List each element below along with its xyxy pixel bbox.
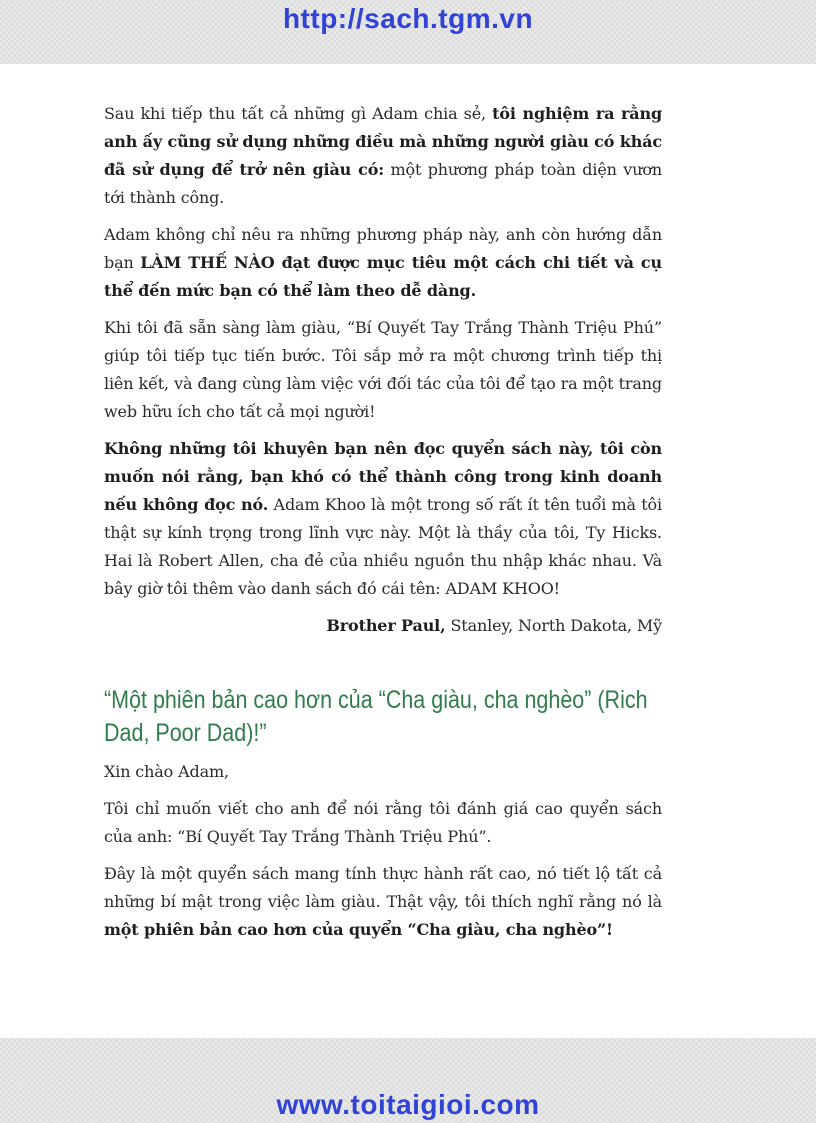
text-run: một phương pháp toàn diện vươn tới thành công. bbox=[104, 160, 662, 207]
text-run: Đây là một quyển sách mang tính thực hành rất cao, nó tiết lộ tất cả những bí mật trong việc làm giàu. Thật vậy, tôi thích nghĩ rằng nó là bbox=[104, 864, 662, 911]
bold-text-run: Không những tôi khuyên bạn nên đọc quyển sách này, tôi còn muốn nói rằng, bạn khó có thể thành công trong kinh doanh nếu không đọc nó. bbox=[104, 439, 662, 514]
page-content bbox=[104, 100, 662, 953]
author-location: Stanley, North Dakota, Mỹ bbox=[445, 616, 662, 635]
footer-band bbox=[0, 1038, 816, 1123]
bold-text-run: tôi nghiệm ra rằng anh ấy cũng sử dụng những điều mà những người giàu có khác đã sử dụng để trở nên giàu có: bbox=[104, 104, 662, 179]
bold-text-run: một phiên bản cao hơn của quyển “Cha giàu, cha nghèo”! bbox=[104, 920, 613, 939]
author-name: Brother Paul, bbox=[326, 616, 446, 635]
testimonial-1-paragraph-3: Khi tôi đã sẵn sàng làm giàu, “Bí Quyết Tay Trắng Thành Triệu Phú” giúp tôi tiếp tục tiến bước. Tôi sắp mở ra một chương trình tiếp thị liên kết, và đang cùng làm việc với đối tác của tôi để tạo ra một trang web hữu ích cho tất cả mọi người! bbox=[104, 318, 662, 421]
testimonial-2-paragraph-1: Tôi chỉ muốn viết cho anh để nói rằng tôi đánh giá cao quyển sách của anh: “Bí Quyết Tay Trắng Thành Triệu Phú”. bbox=[104, 799, 662, 846]
text-run: Adam Khoo là một trong số rất ít tên tuổi mà tôi thật sự kính trọng trong lĩnh vực này. Một là thầy của tôi, Ty Hicks. Hai là Robert Allen, cha đẻ của nhiều nguồn thu nhập khác nhau. Và bây giờ tôi thêm vào danh sách đó cái tên: ADAM KHOO! bbox=[104, 495, 663, 598]
testimonial-2-paragraph-2 bbox=[104, 860, 662, 944]
testimonial-1-paragraph-2 bbox=[104, 221, 662, 305]
footer-url-link[interactable]: www.toitaigioi.com bbox=[276, 1089, 540, 1120]
testimonial-1-signature bbox=[104, 612, 662, 640]
header-url-link[interactable]: http://sach.tgm.vn bbox=[282, 3, 534, 34]
text-run: Adam không chỉ nêu ra những phương pháp này, anh còn hướng dẫn bạn bbox=[104, 225, 662, 272]
bold-text-run: LÀM THẾ NÀO đạt được mục tiêu một cách chi tiết và cụ thể đến mức bạn có thể làm theo dễ dàng. bbox=[104, 253, 662, 300]
text-run: Sau khi tiếp thu tất cả những gì Adam chia sẻ, bbox=[104, 104, 493, 123]
testimonial-1-paragraph-1 bbox=[104, 100, 662, 212]
header-band bbox=[0, 0, 816, 64]
testimonial-1-paragraph-4 bbox=[104, 435, 662, 603]
testimonial-2-heading: “Một phiên bản cao hơn của “Cha giàu, cha nghèo” (Rich Dad, Poor Dad)!” bbox=[104, 686, 648, 747]
testimonial-2-greeting: Xin chào Adam, bbox=[104, 762, 229, 781]
